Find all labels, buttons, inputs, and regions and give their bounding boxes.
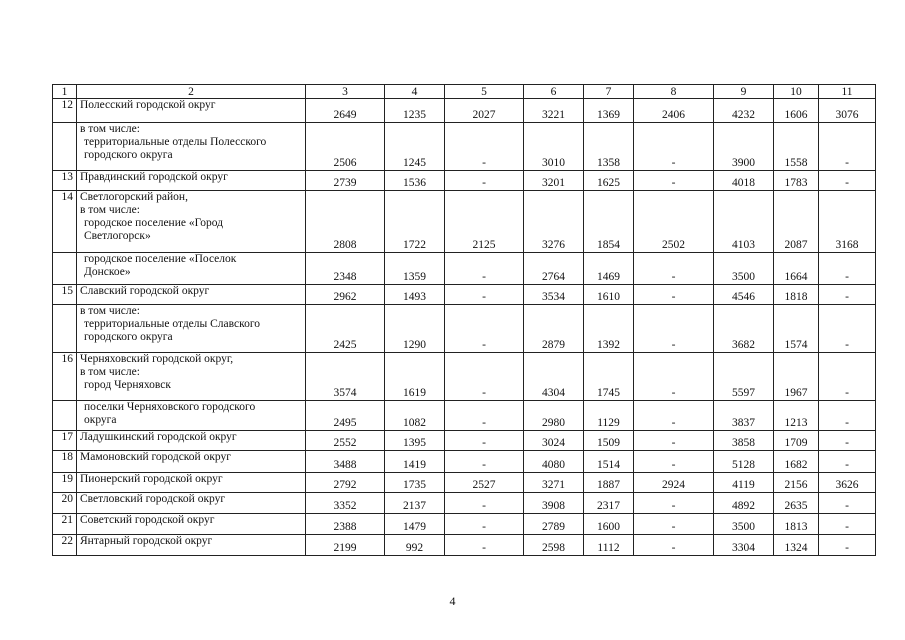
- value-cell: 3271: [524, 473, 584, 493]
- name-line: Донское»: [84, 266, 131, 278]
- value-cell: 1213: [774, 401, 819, 431]
- name-line: в том числе:: [80, 123, 140, 135]
- name-line: городское поселение «Поселок: [84, 253, 237, 265]
- value-cell: 4892: [714, 493, 774, 514]
- value-cell: 2962: [306, 285, 385, 305]
- value-cell: 3352: [306, 493, 385, 514]
- value-cell: 3500: [714, 514, 774, 535]
- value-cell: -: [445, 401, 524, 431]
- name-line: Пионерский городской округ: [80, 473, 223, 485]
- value-cell: 2388: [306, 514, 385, 535]
- value-cell: 1722: [385, 191, 445, 253]
- value-cell: -: [634, 535, 714, 556]
- name-line: территориальные отделы Полесского: [84, 136, 267, 148]
- municipality-name: [77, 514, 306, 535]
- name-line: Янтарный городской округ: [80, 535, 213, 547]
- value-cell: 1967: [774, 353, 819, 401]
- value-cell: 4018: [714, 171, 774, 191]
- value-cell: 4232: [714, 99, 774, 123]
- value-cell: -: [819, 401, 876, 431]
- name-line: городского округа: [84, 149, 173, 161]
- name-line: территориальные отделы Славского: [84, 318, 261, 330]
- value-cell: 2552: [306, 431, 385, 451]
- municipality-name: [77, 123, 306, 171]
- value-cell: -: [445, 514, 524, 535]
- value-cell: 1235: [385, 99, 445, 123]
- municipality-name: [77, 191, 306, 253]
- value-cell: 992: [385, 535, 445, 556]
- value-cell: 1854: [584, 191, 634, 253]
- value-cell: 1709: [774, 431, 819, 451]
- column-number: 8: [634, 85, 714, 99]
- row-index: 20: [53, 493, 77, 514]
- column-number: 10: [774, 85, 819, 99]
- row-index: 12: [53, 99, 77, 123]
- value-cell: 1682: [774, 451, 819, 473]
- column-number: 11: [819, 85, 876, 99]
- value-cell: 2502: [634, 191, 714, 253]
- value-cell: -: [445, 253, 524, 285]
- value-cell: -: [634, 401, 714, 431]
- value-cell: 2317: [584, 493, 634, 514]
- table-row: [53, 305, 876, 353]
- table-row: [53, 191, 876, 253]
- value-cell: -: [445, 353, 524, 401]
- value-cell: 1610: [584, 285, 634, 305]
- value-cell: -: [634, 253, 714, 285]
- value-cell: 2087: [774, 191, 819, 253]
- value-cell: 5128: [714, 451, 774, 473]
- name-line: округа: [84, 414, 117, 426]
- value-cell: 2739: [306, 171, 385, 191]
- value-cell: -: [819, 431, 876, 451]
- value-cell: 3488: [306, 451, 385, 473]
- value-cell: 2527: [445, 473, 524, 493]
- table-row: [53, 353, 876, 401]
- value-cell: -: [819, 171, 876, 191]
- value-cell: 1536: [385, 171, 445, 191]
- value-cell: 1818: [774, 285, 819, 305]
- municipality-name: [77, 493, 306, 514]
- value-cell: -: [634, 171, 714, 191]
- column-number: 5: [445, 85, 524, 99]
- value-cell: 2027: [445, 99, 524, 123]
- value-cell: 3221: [524, 99, 584, 123]
- municipality-name: [77, 401, 306, 431]
- table-row: [53, 253, 876, 285]
- table-row: [53, 514, 876, 535]
- value-cell: 2792: [306, 473, 385, 493]
- value-cell: 3076: [819, 99, 876, 123]
- value-cell: 4119: [714, 473, 774, 493]
- table-row: [53, 431, 876, 451]
- name-line: Полесский городской округ: [80, 99, 216, 111]
- value-cell: 1290: [385, 305, 445, 353]
- row-index: [53, 305, 77, 353]
- value-cell: 4080: [524, 451, 584, 473]
- name-line: Правдинский городской округ: [80, 171, 228, 183]
- table-row: [53, 451, 876, 473]
- table-row: [53, 401, 876, 431]
- value-cell: 5597: [714, 353, 774, 401]
- value-cell: 1469: [584, 253, 634, 285]
- value-cell: 1558: [774, 123, 819, 171]
- value-cell: 1745: [584, 353, 634, 401]
- value-cell: 4103: [714, 191, 774, 253]
- name-line: Мамоновский городской округ: [80, 451, 231, 463]
- value-cell: 1619: [385, 353, 445, 401]
- value-cell: -: [634, 493, 714, 514]
- value-cell: 2137: [385, 493, 445, 514]
- value-cell: 1625: [584, 171, 634, 191]
- value-cell: 2924: [634, 473, 714, 493]
- value-cell: 1600: [584, 514, 634, 535]
- value-cell: 2635: [774, 493, 819, 514]
- value-cell: 3276: [524, 191, 584, 253]
- value-cell: 2495: [306, 401, 385, 431]
- row-index: 22: [53, 535, 77, 556]
- value-cell: 2789: [524, 514, 584, 535]
- row-index: [53, 401, 77, 431]
- value-cell: 3500: [714, 253, 774, 285]
- value-cell: -: [445, 431, 524, 451]
- value-cell: 2980: [524, 401, 584, 431]
- value-cell: -: [819, 285, 876, 305]
- value-cell: 1324: [774, 535, 819, 556]
- name-line: город Черняховск: [84, 379, 171, 391]
- value-cell: 1479: [385, 514, 445, 535]
- value-cell: 2649: [306, 99, 385, 123]
- name-line: в том числе:: [80, 204, 140, 216]
- name-line: Славский городской округ: [80, 285, 210, 297]
- value-cell: 3682: [714, 305, 774, 353]
- row-index: 18: [53, 451, 77, 473]
- table-row: [53, 285, 876, 305]
- value-cell: 1358: [584, 123, 634, 171]
- value-cell: 3168: [819, 191, 876, 253]
- municipality-name: [77, 253, 306, 285]
- value-cell: 2156: [774, 473, 819, 493]
- value-cell: -: [634, 285, 714, 305]
- value-cell: -: [634, 305, 714, 353]
- value-cell: 3534: [524, 285, 584, 305]
- column-number: 6: [524, 85, 584, 99]
- value-cell: 1082: [385, 401, 445, 431]
- name-line: в том числе:: [80, 366, 140, 378]
- value-cell: 1509: [584, 431, 634, 451]
- name-line: городского округа: [84, 331, 173, 343]
- row-index: 19: [53, 473, 77, 493]
- value-cell: 1359: [385, 253, 445, 285]
- data-table: [52, 84, 876, 556]
- value-cell: 3858: [714, 431, 774, 451]
- value-cell: -: [634, 451, 714, 473]
- value-cell: -: [445, 451, 524, 473]
- value-cell: -: [819, 253, 876, 285]
- municipality-name: [77, 535, 306, 556]
- value-cell: -: [819, 535, 876, 556]
- value-cell: 3837: [714, 401, 774, 431]
- value-cell: 1664: [774, 253, 819, 285]
- value-cell: 1887: [584, 473, 634, 493]
- value-cell: 1606: [774, 99, 819, 123]
- value-cell: 1245: [385, 123, 445, 171]
- page-number: 4: [449, 594, 456, 608]
- name-line: поселки Черняховского городского: [84, 401, 256, 413]
- column-number: 3: [306, 85, 385, 99]
- table-row: [53, 99, 876, 123]
- value-cell: 1419: [385, 451, 445, 473]
- value-cell: 2348: [306, 253, 385, 285]
- municipality-name: [77, 305, 306, 353]
- value-cell: 1395: [385, 431, 445, 451]
- value-cell: 2406: [634, 99, 714, 123]
- value-cell: 2598: [524, 535, 584, 556]
- value-cell: -: [819, 514, 876, 535]
- value-cell: 3024: [524, 431, 584, 451]
- municipality-name: [77, 99, 306, 123]
- value-cell: 1493: [385, 285, 445, 305]
- value-cell: 3626: [819, 473, 876, 493]
- value-cell: 3574: [306, 353, 385, 401]
- column-number: 2: [77, 85, 306, 99]
- municipality-name: [77, 431, 306, 451]
- value-cell: 3900: [714, 123, 774, 171]
- value-cell: 3010: [524, 123, 584, 171]
- value-cell: 1813: [774, 514, 819, 535]
- value-cell: -: [445, 285, 524, 305]
- value-cell: -: [445, 535, 524, 556]
- value-cell: 1112: [584, 535, 634, 556]
- name-line: Светлогорск»: [84, 230, 151, 242]
- table-row: [53, 473, 876, 493]
- value-cell: -: [634, 123, 714, 171]
- row-index: 13: [53, 171, 77, 191]
- column-number: 4: [385, 85, 445, 99]
- value-cell: -: [819, 493, 876, 514]
- column-number: 9: [714, 85, 774, 99]
- name-line: Светлогорский район,: [80, 191, 188, 203]
- value-cell: -: [819, 451, 876, 473]
- value-cell: 2764: [524, 253, 584, 285]
- municipality-name: [77, 171, 306, 191]
- value-cell: 1574: [774, 305, 819, 353]
- value-cell: 1735: [385, 473, 445, 493]
- value-cell: -: [445, 493, 524, 514]
- table-row: [53, 171, 876, 191]
- row-index: 16: [53, 353, 77, 401]
- name-line: Черняховский городской округ,: [80, 353, 234, 365]
- municipality-name: [77, 451, 306, 473]
- value-cell: -: [634, 431, 714, 451]
- value-cell: 1783: [774, 171, 819, 191]
- value-cell: -: [634, 514, 714, 535]
- value-cell: -: [445, 305, 524, 353]
- value-cell: 1392: [584, 305, 634, 353]
- value-cell: 3304: [714, 535, 774, 556]
- value-cell: 4546: [714, 285, 774, 305]
- value-cell: 3201: [524, 171, 584, 191]
- value-cell: 3908: [524, 493, 584, 514]
- row-index: [53, 253, 77, 285]
- municipality-name: [77, 353, 306, 401]
- value-cell: -: [445, 123, 524, 171]
- name-line: Светловский городской округ: [80, 493, 226, 505]
- name-line: в том числе:: [80, 305, 140, 317]
- value-cell: 1369: [584, 99, 634, 123]
- value-cell: 2425: [306, 305, 385, 353]
- value-cell: -: [445, 171, 524, 191]
- municipality-name: [77, 473, 306, 493]
- row-index: 17: [53, 431, 77, 451]
- row-index: 15: [53, 285, 77, 305]
- value-cell: -: [819, 305, 876, 353]
- value-cell: 4304: [524, 353, 584, 401]
- value-cell: 2506: [306, 123, 385, 171]
- column-number: 1: [53, 85, 77, 99]
- value-cell: -: [819, 353, 876, 401]
- row-index: 14: [53, 191, 77, 253]
- name-line: Советский городской округ: [80, 514, 215, 526]
- value-cell: 2125: [445, 191, 524, 253]
- value-cell: 2879: [524, 305, 584, 353]
- column-number: 7: [584, 85, 634, 99]
- row-index: 21: [53, 514, 77, 535]
- name-line: Ладушкинский городской округ: [80, 431, 237, 443]
- row-index: [53, 123, 77, 171]
- value-cell: -: [819, 123, 876, 171]
- value-cell: -: [634, 353, 714, 401]
- table-row: [53, 535, 876, 556]
- value-cell: 2199: [306, 535, 385, 556]
- table-row: [53, 493, 876, 514]
- header-row: [53, 85, 876, 99]
- value-cell: 1129: [584, 401, 634, 431]
- name-line: городское поселение «Город: [84, 217, 224, 229]
- value-cell: 2808: [306, 191, 385, 253]
- table-row: [53, 123, 876, 171]
- municipality-name: [77, 285, 306, 305]
- value-cell: 1514: [584, 451, 634, 473]
